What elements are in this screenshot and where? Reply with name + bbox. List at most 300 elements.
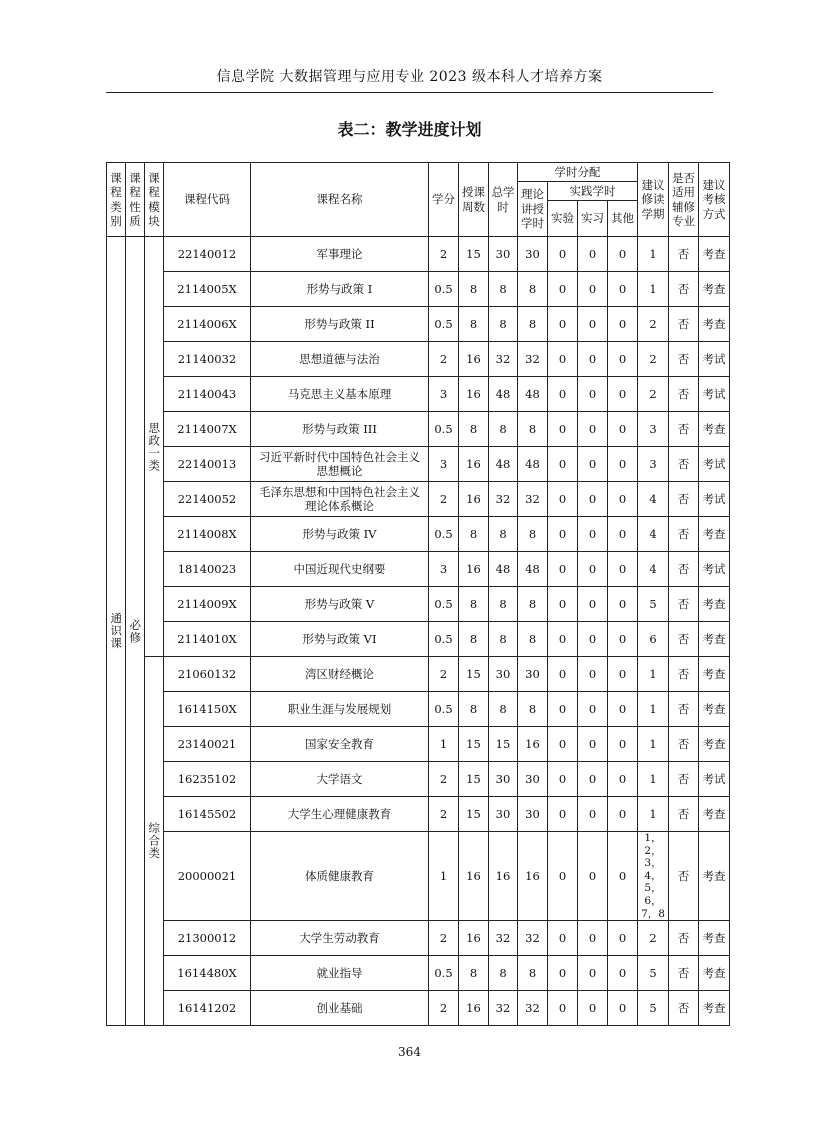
- other-hours: 0: [608, 622, 638, 657]
- experiment-hours: 0: [548, 552, 578, 587]
- internship-hours: 0: [578, 377, 608, 412]
- minor: 否: [669, 412, 699, 447]
- table-row: [107, 237, 730, 272]
- credit: 0.5: [429, 956, 459, 991]
- experiment-hours: 0: [548, 237, 578, 272]
- weeks: 8: [459, 307, 489, 342]
- experiment-hours: 0: [548, 412, 578, 447]
- course-code: 22140012: [164, 237, 251, 272]
- minor: 否: [669, 832, 699, 921]
- weeks: 8: [459, 517, 489, 552]
- semester: 4: [638, 482, 669, 517]
- header-total-hours: 总学时: [489, 163, 518, 237]
- minor: 否: [669, 797, 699, 832]
- minor: 否: [669, 956, 699, 991]
- weeks: 8: [459, 622, 489, 657]
- table-row: [107, 956, 730, 991]
- weeks: 16: [459, 991, 489, 1026]
- weeks: 15: [459, 762, 489, 797]
- weeks: 16: [459, 921, 489, 956]
- theory-hours: 30: [518, 657, 548, 692]
- other-hours: 0: [608, 237, 638, 272]
- total-hours: 30: [489, 237, 518, 272]
- total-hours: 32: [489, 921, 518, 956]
- course-name: 体质健康教育: [251, 832, 429, 921]
- header-nature: 课程性质: [126, 163, 145, 237]
- theory-hours: 48: [518, 447, 548, 482]
- course-code: 16235102: [164, 762, 251, 797]
- weeks: 8: [459, 692, 489, 727]
- weeks: 16: [459, 342, 489, 377]
- table-row: [107, 692, 730, 727]
- weeks: 8: [459, 412, 489, 447]
- course-name: 思想道德与法治: [251, 342, 429, 377]
- theory-hours: 30: [518, 237, 548, 272]
- semester: 1: [638, 657, 669, 692]
- internship-hours: 0: [578, 991, 608, 1026]
- credit: 3: [429, 552, 459, 587]
- experiment-hours: 0: [548, 307, 578, 342]
- weeks: 15: [459, 797, 489, 832]
- semester: 2: [638, 921, 669, 956]
- minor: 否: [669, 482, 699, 517]
- table-row: [107, 762, 730, 797]
- experiment-hours: 0: [548, 482, 578, 517]
- course-name: 军事理论: [251, 237, 429, 272]
- header-theory: 理论讲授学时: [518, 182, 548, 237]
- experiment-hours: 0: [548, 447, 578, 482]
- total-hours: 8: [489, 307, 518, 342]
- assessment: 考查: [699, 412, 730, 447]
- other-hours: 0: [608, 517, 638, 552]
- weeks: 15: [459, 237, 489, 272]
- course-code: 20000021: [164, 832, 251, 921]
- credit: 2: [429, 657, 459, 692]
- minor: 否: [669, 657, 699, 692]
- weeks: 8: [459, 272, 489, 307]
- header-other: 其他: [608, 201, 638, 237]
- credit: 3: [429, 447, 459, 482]
- table-title: 表二：教学进度计划: [337, 120, 482, 139]
- course-code: 22140013: [164, 447, 251, 482]
- semester: 1，2，3，4，5，6，7，8: [638, 832, 669, 921]
- assessment: 考查: [699, 237, 730, 272]
- semester: 1: [638, 272, 669, 307]
- total-hours: 8: [489, 272, 518, 307]
- other-hours: 0: [608, 552, 638, 587]
- course-name: 习近平新时代中国特色社会主义思想概论: [251, 447, 429, 482]
- assessment: 考试: [699, 377, 730, 412]
- minor: 否: [669, 622, 699, 657]
- weeks: 15: [459, 727, 489, 762]
- course-name: 形势与政策 IV: [251, 517, 429, 552]
- assessment: 考查: [699, 797, 730, 832]
- table-row: [107, 921, 730, 956]
- header-name: 课程名称: [251, 163, 429, 237]
- other-hours: 0: [608, 921, 638, 956]
- other-hours: 0: [608, 307, 638, 342]
- theory-hours: 16: [518, 727, 548, 762]
- course-code: 1614480X: [164, 956, 251, 991]
- experiment-hours: 0: [548, 622, 578, 657]
- table-row: [107, 587, 730, 622]
- weeks: 8: [459, 587, 489, 622]
- credit: 2: [429, 991, 459, 1026]
- internship-hours: 0: [578, 692, 608, 727]
- minor: 否: [669, 587, 699, 622]
- semester: 5: [638, 956, 669, 991]
- page-header: 信息学院 大数据管理与应用专业 2023 级本科人才培养方案: [216, 69, 603, 85]
- semester: 2: [638, 307, 669, 342]
- credit: 0.5: [429, 272, 459, 307]
- assessment: 考试: [699, 447, 730, 482]
- experiment-hours: 0: [548, 956, 578, 991]
- internship-hours: 0: [578, 237, 608, 272]
- course-name: 形势与政策 II: [251, 307, 429, 342]
- credit: 0.5: [429, 622, 459, 657]
- assessment: 考查: [699, 587, 730, 622]
- table-row: [107, 657, 730, 692]
- theory-hours: 16: [518, 832, 548, 921]
- other-hours: 0: [608, 447, 638, 482]
- course-code: 2114008X: [164, 517, 251, 552]
- table-row: [107, 622, 730, 657]
- experiment-hours: 0: [548, 762, 578, 797]
- course-name: 职业生涯与发展规划: [251, 692, 429, 727]
- course-name: 毛泽东思想和中国特色社会主义理论体系概论: [251, 482, 429, 517]
- internship-hours: 0: [578, 517, 608, 552]
- course-code: 16141202: [164, 991, 251, 1026]
- credit: 2: [429, 482, 459, 517]
- assessment: 考查: [699, 517, 730, 552]
- weeks: 16: [459, 482, 489, 517]
- internship-hours: 0: [578, 727, 608, 762]
- experiment-hours: 0: [548, 692, 578, 727]
- course-name: 就业指导: [251, 956, 429, 991]
- header-code: 课程代码: [164, 163, 251, 237]
- assessment: 考查: [699, 622, 730, 657]
- course-name: 形势与政策 V: [251, 587, 429, 622]
- header-minor: 是否适用辅修专业: [669, 163, 699, 237]
- group-module-comprehensive: 综合类: [145, 657, 164, 1026]
- total-hours: 8: [489, 587, 518, 622]
- other-hours: 0: [608, 991, 638, 1026]
- table-row: [107, 991, 730, 1026]
- total-hours: 32: [489, 991, 518, 1026]
- minor: 否: [669, 921, 699, 956]
- total-hours: 8: [489, 517, 518, 552]
- minor: 否: [669, 991, 699, 1026]
- weeks: 16: [459, 832, 489, 921]
- internship-hours: 0: [578, 832, 608, 921]
- experiment-hours: 0: [548, 991, 578, 1026]
- weeks: 8: [459, 956, 489, 991]
- theory-hours: 32: [518, 342, 548, 377]
- weeks: 16: [459, 447, 489, 482]
- course-code: 21060132: [164, 657, 251, 692]
- semester: 2: [638, 342, 669, 377]
- total-hours: 16: [489, 832, 518, 921]
- table-row: [107, 517, 730, 552]
- other-hours: 0: [608, 832, 638, 921]
- course-name: 形势与政策 III: [251, 412, 429, 447]
- course-name: 马克思主义基本原理: [251, 377, 429, 412]
- minor: 否: [669, 762, 699, 797]
- semester: 2: [638, 377, 669, 412]
- assessment: 考查: [699, 991, 730, 1026]
- total-hours: 8: [489, 956, 518, 991]
- internship-hours: 0: [578, 307, 608, 342]
- minor: 否: [669, 517, 699, 552]
- course-code: 2114007X: [164, 412, 251, 447]
- header-weeks: 授课周数: [459, 163, 489, 237]
- assessment: 考查: [699, 692, 730, 727]
- assessment: 考查: [699, 657, 730, 692]
- header-module: 课程模块: [145, 163, 164, 237]
- course-code: 23140021: [164, 727, 251, 762]
- header-credit: 学分: [429, 163, 459, 237]
- total-hours: 15: [489, 727, 518, 762]
- experiment-hours: 0: [548, 587, 578, 622]
- minor: 否: [669, 447, 699, 482]
- semester: 6: [638, 622, 669, 657]
- other-hours: 0: [608, 377, 638, 412]
- other-hours: 0: [608, 727, 638, 762]
- assessment: 考试: [699, 482, 730, 517]
- theory-hours: 48: [518, 552, 548, 587]
- theory-hours: 32: [518, 921, 548, 956]
- credit: 1: [429, 832, 459, 921]
- table-row: [107, 342, 730, 377]
- table-row: [107, 797, 730, 832]
- other-hours: 0: [608, 692, 638, 727]
- internship-hours: 0: [578, 657, 608, 692]
- credit: 2: [429, 762, 459, 797]
- course-code: 2114005X: [164, 272, 251, 307]
- theory-hours: 8: [518, 412, 548, 447]
- course-name: 大学生劳动教育: [251, 921, 429, 956]
- internship-hours: 0: [578, 587, 608, 622]
- credit: 2: [429, 921, 459, 956]
- assessment: 考试: [699, 342, 730, 377]
- semester: 1: [638, 797, 669, 832]
- course-name: 创业基础: [251, 991, 429, 1026]
- assessment: 考试: [699, 762, 730, 797]
- semester: 4: [638, 552, 669, 587]
- course-code: 2114006X: [164, 307, 251, 342]
- internship-hours: 0: [578, 447, 608, 482]
- semester: 4: [638, 517, 669, 552]
- minor: 否: [669, 727, 699, 762]
- credit: 0.5: [429, 587, 459, 622]
- table-row: [107, 272, 730, 307]
- theory-hours: 8: [518, 272, 548, 307]
- course-code: 21140032: [164, 342, 251, 377]
- table-body: [107, 237, 730, 1026]
- header-internship: 实习: [578, 201, 608, 237]
- header-assessment: 建议考核方式: [699, 163, 730, 237]
- total-hours: 8: [489, 622, 518, 657]
- internship-hours: 0: [578, 272, 608, 307]
- other-hours: 0: [608, 412, 638, 447]
- semester: 3: [638, 412, 669, 447]
- table-row: [107, 832, 730, 921]
- weeks: 16: [459, 552, 489, 587]
- course-code: 16145502: [164, 797, 251, 832]
- course-name: 国家安全教育: [251, 727, 429, 762]
- course-code: 2114009X: [164, 587, 251, 622]
- theory-hours: 8: [518, 587, 548, 622]
- header-practice-hours: 实践学时: [548, 182, 638, 201]
- table-row: [107, 377, 730, 412]
- other-hours: 0: [608, 657, 638, 692]
- header-semester: 建议修读学期: [638, 163, 669, 237]
- internship-hours: 0: [578, 921, 608, 956]
- minor: 否: [669, 692, 699, 727]
- theory-hours: 8: [518, 692, 548, 727]
- internship-hours: 0: [578, 762, 608, 797]
- theory-hours: 32: [518, 482, 548, 517]
- theory-hours: 48: [518, 377, 548, 412]
- theory-hours: 8: [518, 622, 548, 657]
- assessment: 考查: [699, 307, 730, 342]
- minor: 否: [669, 342, 699, 377]
- assessment: 考查: [699, 727, 730, 762]
- total-hours: 48: [489, 552, 518, 587]
- course-code: 21140043: [164, 377, 251, 412]
- other-hours: 0: [608, 482, 638, 517]
- semester: 1: [638, 762, 669, 797]
- theory-hours: 32: [518, 991, 548, 1026]
- minor: 否: [669, 552, 699, 587]
- experiment-hours: 0: [548, 832, 578, 921]
- course-code: 21300012: [164, 921, 251, 956]
- other-hours: 0: [608, 762, 638, 797]
- credit: 0.5: [429, 307, 459, 342]
- course-code: 1614150X: [164, 692, 251, 727]
- course-name: 形势与政策 I: [251, 272, 429, 307]
- weeks: 16: [459, 377, 489, 412]
- semester: 1: [638, 237, 669, 272]
- credit: 2: [429, 342, 459, 377]
- internship-hours: 0: [578, 552, 608, 587]
- header-rule: [106, 92, 713, 93]
- internship-hours: 0: [578, 482, 608, 517]
- credit: 0.5: [429, 692, 459, 727]
- table-row: [107, 412, 730, 447]
- minor: 否: [669, 272, 699, 307]
- theory-hours: 30: [518, 797, 548, 832]
- total-hours: 8: [489, 692, 518, 727]
- credit: 0.5: [429, 412, 459, 447]
- credit: 1: [429, 727, 459, 762]
- semester: 1: [638, 727, 669, 762]
- assessment: 考查: [699, 272, 730, 307]
- other-hours: 0: [608, 272, 638, 307]
- assessment: 考查: [699, 921, 730, 956]
- other-hours: 0: [608, 956, 638, 991]
- header-category: 课程类别: [107, 163, 126, 237]
- teaching-schedule-table: [106, 162, 730, 1026]
- internship-hours: 0: [578, 342, 608, 377]
- total-hours: 30: [489, 797, 518, 832]
- table-row: [107, 307, 730, 342]
- semester: 3: [638, 447, 669, 482]
- experiment-hours: 0: [548, 657, 578, 692]
- assessment: 考查: [699, 956, 730, 991]
- theory-hours: 30: [518, 762, 548, 797]
- group-module-ideology: 思政一类: [145, 237, 164, 657]
- header-experiment: 实验: [548, 201, 578, 237]
- total-hours: 48: [489, 377, 518, 412]
- internship-hours: 0: [578, 956, 608, 991]
- total-hours: 30: [489, 762, 518, 797]
- course-name: 湾区财经概论: [251, 657, 429, 692]
- other-hours: 0: [608, 342, 638, 377]
- table-row: [107, 447, 730, 482]
- course-name: 形势与政策 VI: [251, 622, 429, 657]
- group-category: 通识课: [107, 237, 126, 1026]
- course-name: 大学生心理健康教育: [251, 797, 429, 832]
- experiment-hours: 0: [548, 342, 578, 377]
- minor: 否: [669, 307, 699, 342]
- total-hours: 48: [489, 447, 518, 482]
- weeks: 15: [459, 657, 489, 692]
- semester: 5: [638, 587, 669, 622]
- table-row: [107, 552, 730, 587]
- internship-hours: 0: [578, 622, 608, 657]
- assessment: 考试: [699, 552, 730, 587]
- minor: 否: [669, 237, 699, 272]
- course-code: 18140023: [164, 552, 251, 587]
- other-hours: 0: [608, 797, 638, 832]
- table-row: [107, 482, 730, 517]
- minor: 否: [669, 377, 699, 412]
- credit: 0.5: [429, 517, 459, 552]
- credit: 2: [429, 237, 459, 272]
- header-hours-allocation: 学时分配: [518, 163, 638, 182]
- theory-hours: 8: [518, 307, 548, 342]
- experiment-hours: 0: [548, 272, 578, 307]
- total-hours: 30: [489, 657, 518, 692]
- theory-hours: 8: [518, 956, 548, 991]
- credit: 3: [429, 377, 459, 412]
- course-name: 中国近现代史纲要: [251, 552, 429, 587]
- other-hours: 0: [608, 587, 638, 622]
- group-nature: 必修: [126, 237, 145, 1026]
- total-hours: 32: [489, 482, 518, 517]
- course-name: 大学语文: [251, 762, 429, 797]
- experiment-hours: 0: [548, 797, 578, 832]
- course-code: 22140052: [164, 482, 251, 517]
- experiment-hours: 0: [548, 727, 578, 762]
- total-hours: 8: [489, 412, 518, 447]
- experiment-hours: 0: [548, 377, 578, 412]
- experiment-hours: 0: [548, 921, 578, 956]
- semester: 1: [638, 692, 669, 727]
- page-number: 364: [398, 1045, 421, 1059]
- internship-hours: 0: [578, 412, 608, 447]
- experiment-hours: 0: [548, 517, 578, 552]
- semester: 5: [638, 991, 669, 1026]
- credit: 2: [429, 797, 459, 832]
- theory-hours: 8: [518, 517, 548, 552]
- assessment: 考查: [699, 832, 730, 921]
- table-row: [107, 727, 730, 762]
- total-hours: 32: [489, 342, 518, 377]
- course-code: 2114010X: [164, 622, 251, 657]
- internship-hours: 0: [578, 797, 608, 832]
